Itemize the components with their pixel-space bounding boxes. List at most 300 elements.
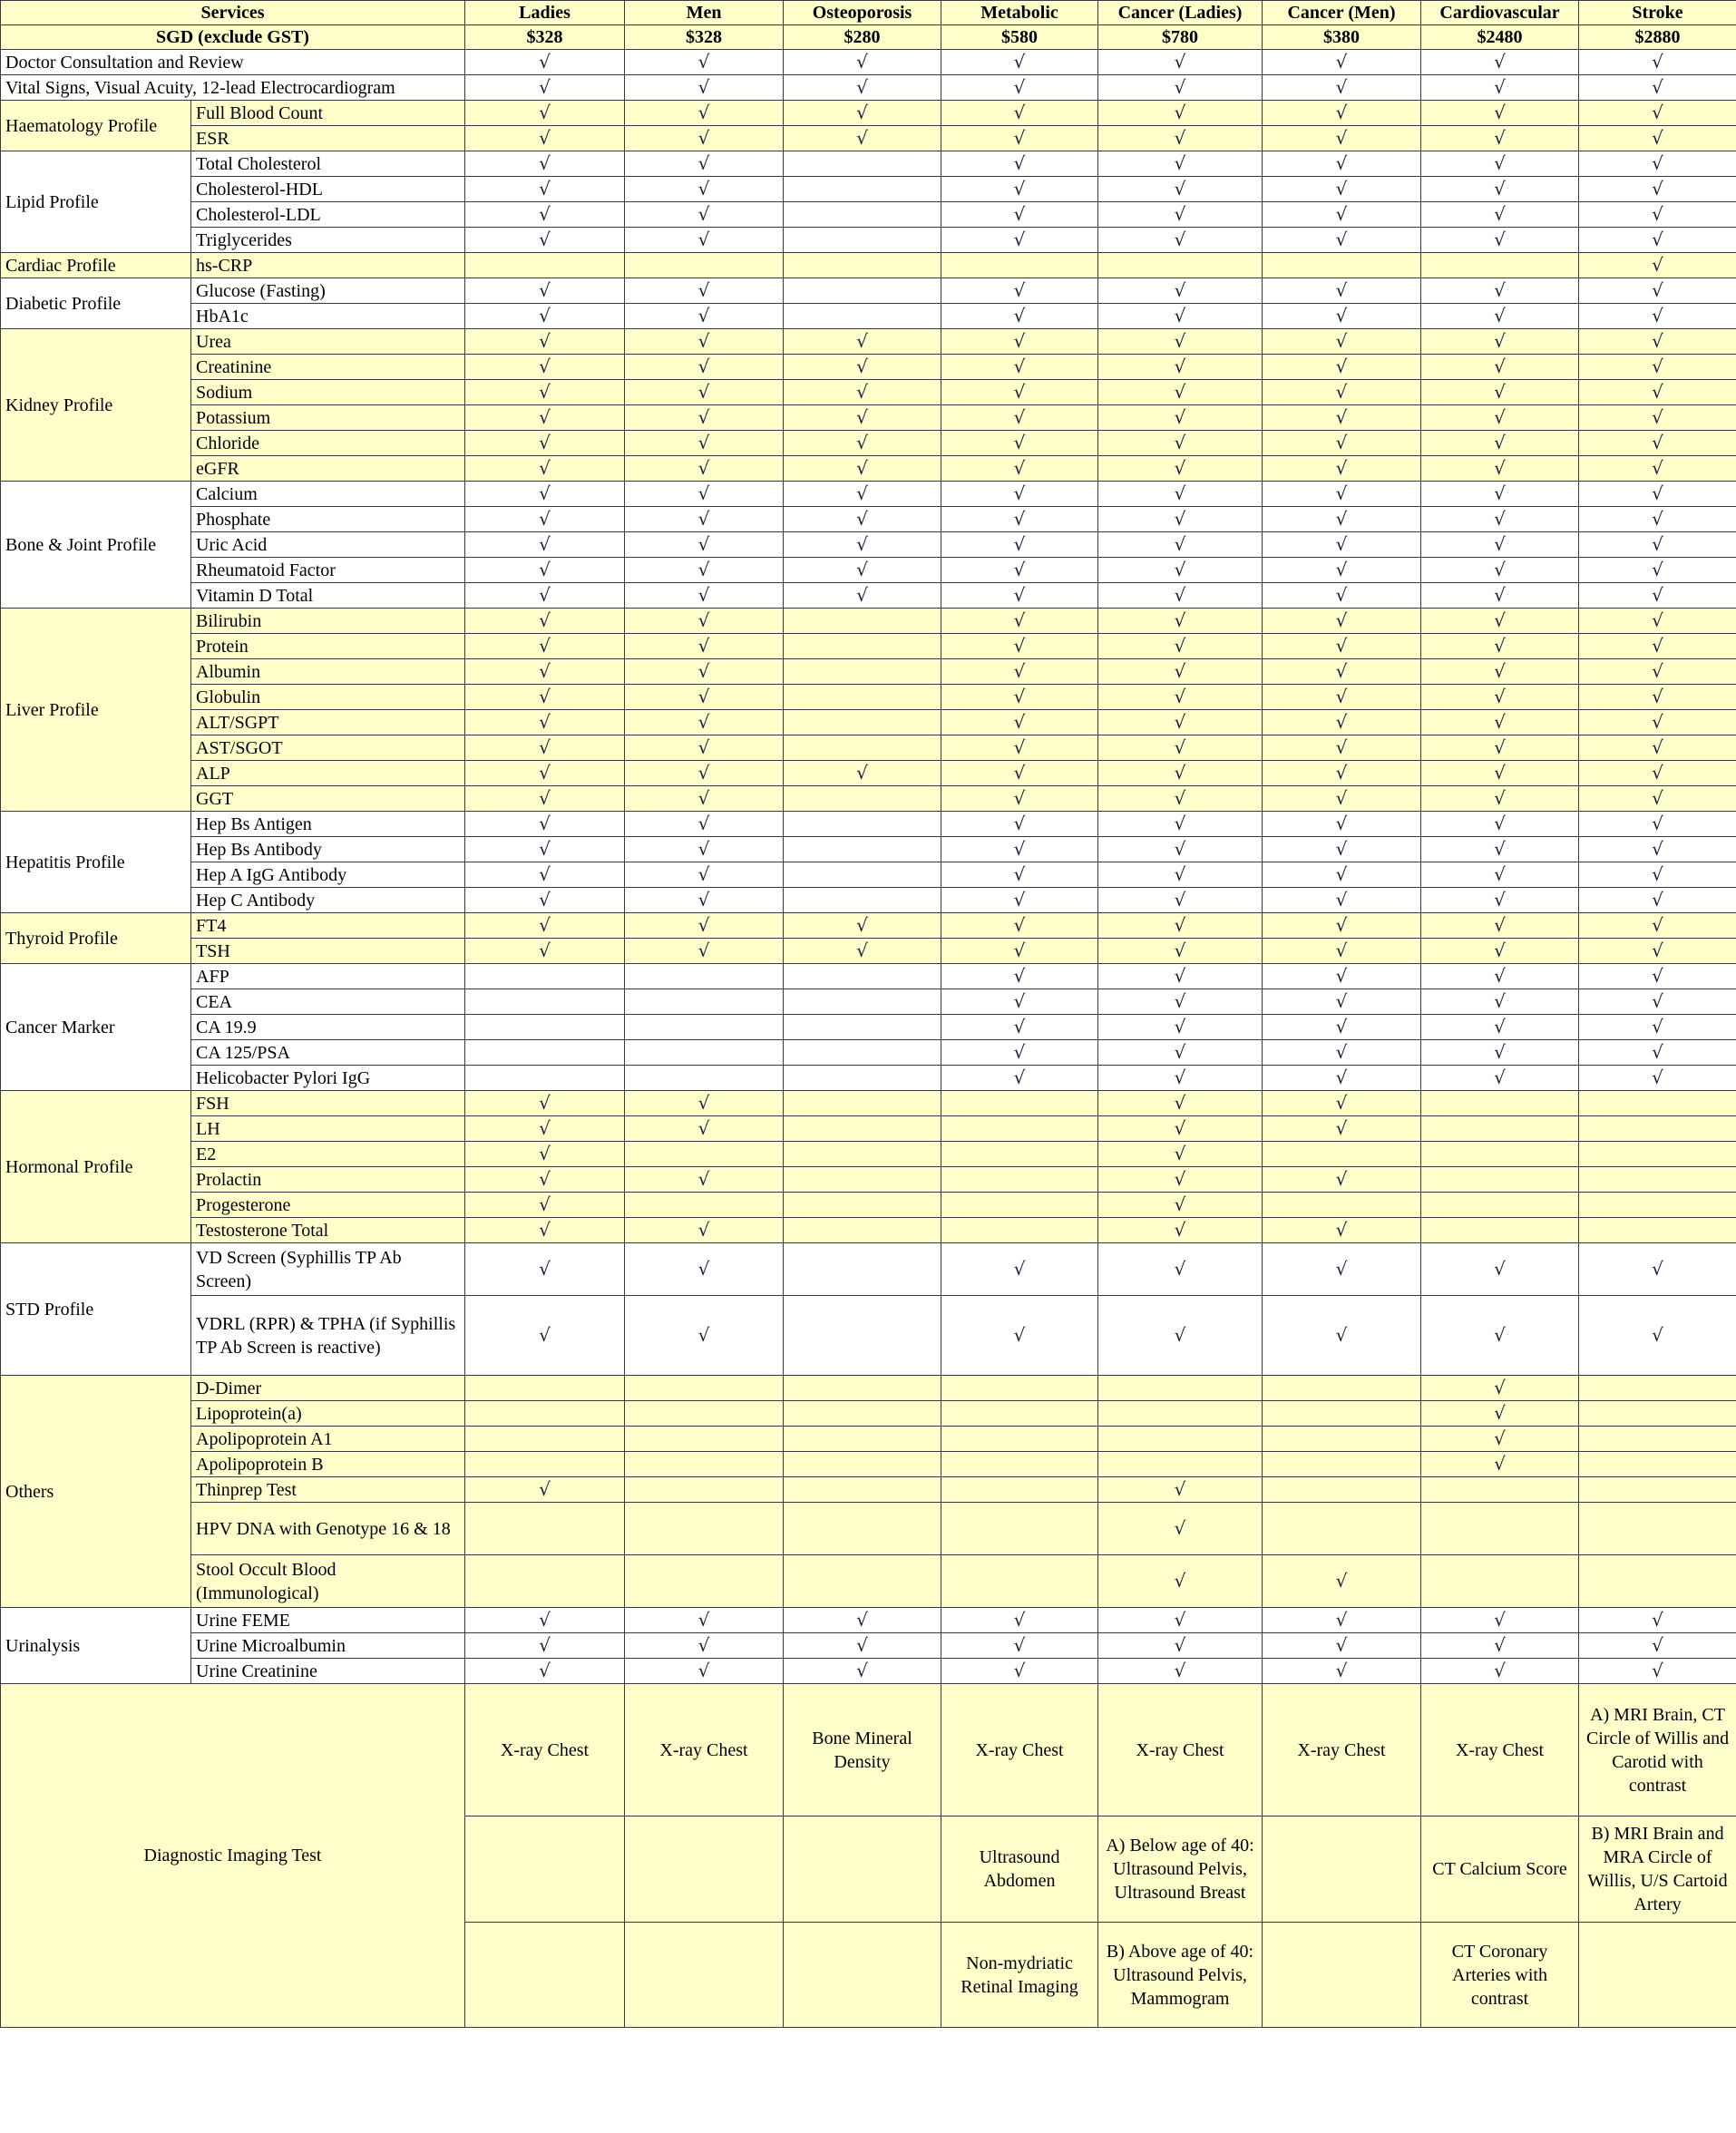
imaging-test-cell: X-ray Chest (465, 1684, 625, 1816)
table-row (1, 329, 1736, 355)
inclusion-cell (941, 735, 1098, 761)
inclusion-cell (941, 964, 1098, 989)
category-label: Cardiac Profile (1, 253, 191, 278)
inclusion-cell (784, 609, 941, 634)
checkmark-icon: √ (1494, 279, 1506, 301)
inclusion-cell (465, 1091, 625, 1116)
inclusion-cell (1579, 609, 1736, 634)
inclusion-cell (465, 735, 625, 761)
checkmark-icon: √ (1174, 482, 1186, 504)
checkmark-icon: √ (697, 432, 710, 453)
table-row (1, 939, 1736, 964)
test-item: Potassium (191, 405, 465, 431)
category-label: Hepatitis Profile (1, 812, 191, 913)
inclusion-cell (1421, 964, 1579, 989)
inclusion-cell (941, 507, 1098, 532)
inclusion-cell (1579, 1633, 1736, 1659)
test-item: hs-CRP (191, 253, 465, 278)
inclusion-cell (941, 50, 1098, 75)
inclusion-cell (941, 862, 1098, 888)
test-item: Glucose (Fasting) (191, 278, 465, 304)
checkmark-icon: √ (856, 533, 868, 555)
inclusion-cell (941, 837, 1098, 862)
inclusion-cell (1098, 1608, 1263, 1633)
inclusion-cell (1579, 1659, 1736, 1684)
inclusion-cell (784, 939, 941, 964)
checkmark-icon: √ (1013, 127, 1026, 149)
inclusion-cell (625, 1218, 784, 1243)
inclusion-cell (465, 1659, 625, 1684)
inclusion-cell (1421, 482, 1579, 507)
inclusion-cell (784, 50, 941, 75)
table-row (1, 1452, 1736, 1477)
inclusion-cell (1579, 1218, 1736, 1243)
test-item: Lipoprotein(a) (191, 1401, 465, 1427)
checkmark-icon: √ (1335, 940, 1348, 961)
checkmark-icon: √ (1335, 1219, 1348, 1241)
inclusion-cell (784, 228, 941, 253)
checkmark-icon: √ (1013, 736, 1026, 758)
inclusion-cell (784, 151, 941, 177)
checkmark-icon: √ (1013, 508, 1026, 530)
inclusion-cell (1098, 304, 1263, 329)
checkmark-icon: √ (1335, 457, 1348, 479)
checkmark-icon: √ (1652, 102, 1663, 123)
checkmark-icon: √ (1013, 787, 1026, 809)
checkmark-icon: √ (1013, 1634, 1026, 1656)
checkmark-icon: √ (1494, 152, 1506, 174)
inclusion-cell (465, 177, 625, 202)
inclusion-cell (1579, 1608, 1736, 1633)
inclusion-cell (784, 1296, 941, 1376)
inclusion-cell (1098, 609, 1263, 634)
inclusion-cell (465, 583, 625, 609)
checkmark-icon: √ (1335, 1016, 1348, 1037)
checkmark-icon: √ (1174, 508, 1186, 530)
inclusion-cell (1263, 151, 1421, 177)
checkmark-icon: √ (1174, 711, 1186, 733)
inclusion-cell (1263, 482, 1421, 507)
checkmark-icon: √ (1335, 635, 1348, 657)
inclusion-cell (1263, 1608, 1421, 1633)
test-item: Thinprep Test (191, 1477, 465, 1503)
inclusion-cell (784, 1116, 941, 1142)
checkmark-icon: √ (1652, 838, 1663, 860)
inclusion-cell (465, 1503, 625, 1555)
checkmark-icon: √ (1652, 229, 1663, 250)
checkmark-icon: √ (1335, 1041, 1348, 1063)
checkmark-icon: √ (697, 813, 710, 834)
inclusion-cell (1263, 659, 1421, 685)
inclusion-cell (1098, 710, 1263, 735)
checkmark-icon: √ (1335, 914, 1348, 936)
inclusion-cell (1263, 964, 1421, 989)
inclusion-cell (1421, 1015, 1579, 1040)
inclusion-cell (1421, 151, 1579, 177)
inclusion-cell (465, 1040, 625, 1066)
inclusion-cell (1098, 1555, 1263, 1608)
inclusion-cell (1579, 1427, 1736, 1452)
checkmark-icon: √ (697, 863, 710, 885)
checkmark-icon: √ (697, 279, 710, 301)
inclusion-cell (784, 1066, 941, 1091)
inclusion-cell (625, 456, 784, 482)
imaging-test-cell: X-ray Chest (1421, 1684, 1579, 1816)
inclusion-cell (784, 634, 941, 659)
inclusion-cell (465, 329, 625, 355)
checkmark-icon: √ (1013, 1258, 1026, 1280)
package-header-ladies: Ladies (465, 1, 625, 25)
diagnostic-imaging-label: Diagnostic Imaging Test (1, 1684, 465, 2028)
package-price-osteoporosis: $280 (784, 25, 941, 50)
inclusion-cell (1579, 1142, 1736, 1167)
inclusion-cell (1098, 101, 1263, 126)
checkmark-icon: √ (539, 838, 551, 860)
checkmark-icon: √ (1494, 229, 1506, 250)
checkmark-icon: √ (539, 1258, 551, 1280)
inclusion-cell (1421, 329, 1579, 355)
inclusion-cell (1263, 177, 1421, 202)
inclusion-cell (625, 1091, 784, 1116)
test-item: Phosphate (191, 507, 465, 532)
inclusion-cell (1098, 507, 1263, 532)
inclusion-cell (784, 304, 941, 329)
checkmark-icon: √ (539, 1324, 551, 1346)
table-row (1, 507, 1736, 532)
inclusion-cell (625, 1015, 784, 1040)
checkmark-icon: √ (1013, 203, 1026, 225)
inclusion-cell (941, 659, 1098, 685)
checkmark-icon: √ (1652, 1016, 1663, 1037)
checkmark-icon: √ (1494, 51, 1506, 73)
checkmark-icon: √ (1335, 533, 1348, 555)
inclusion-cell (1263, 1218, 1421, 1243)
inclusion-cell (1098, 1243, 1263, 1296)
checkmark-icon: √ (1652, 330, 1663, 352)
inclusion-cell (941, 1091, 1098, 1116)
checkmark-icon: √ (1494, 76, 1506, 98)
checkmark-icon: √ (697, 1168, 710, 1190)
checkmark-icon: √ (697, 1258, 710, 1280)
inclusion-cell (1263, 1452, 1421, 1477)
inclusion-cell (465, 228, 625, 253)
inclusion-cell (1098, 1066, 1263, 1091)
inclusion-cell (1263, 939, 1421, 964)
inclusion-cell (1421, 685, 1579, 710)
checkmark-icon: √ (539, 1117, 551, 1139)
checkmark-icon: √ (539, 914, 551, 936)
inclusion-cell (941, 329, 1098, 355)
inclusion-cell (625, 355, 784, 380)
checkmark-icon: √ (1494, 1427, 1506, 1449)
table-row (1, 583, 1736, 609)
inclusion-cell (941, 1659, 1098, 1684)
inclusion-cell (1579, 177, 1736, 202)
inclusion-cell (1421, 1040, 1579, 1066)
inclusion-cell (1098, 558, 1263, 583)
test-item: Cholesterol-LDL (191, 202, 465, 228)
checkmark-icon: √ (539, 609, 551, 631)
inclusion-cell (465, 812, 625, 837)
inclusion-cell (1421, 989, 1579, 1015)
checkmark-icon: √ (1652, 914, 1663, 936)
checkmark-icon: √ (539, 584, 551, 606)
inclusion-cell (784, 1015, 941, 1040)
checkmark-icon: √ (1013, 1066, 1026, 1088)
checkmark-icon: √ (697, 736, 710, 758)
checkmark-icon: √ (697, 482, 710, 504)
inclusion-cell (1579, 482, 1736, 507)
inclusion-cell (625, 989, 784, 1015)
inclusion-cell (1421, 1376, 1579, 1401)
inclusion-cell (465, 786, 625, 812)
checkmark-icon: √ (1652, 635, 1663, 657)
inclusion-cell (1263, 558, 1421, 583)
inclusion-cell (1579, 329, 1736, 355)
inclusion-cell (465, 609, 625, 634)
checkmark-icon: √ (1494, 863, 1506, 885)
inclusion-cell (1421, 786, 1579, 812)
checkmark-icon: √ (1652, 482, 1663, 504)
checkmark-icon: √ (539, 1143, 551, 1164)
inclusion-cell (465, 913, 625, 939)
inclusion-cell (784, 1555, 941, 1608)
inclusion-cell (1263, 812, 1421, 837)
inclusion-cell (1263, 1633, 1421, 1659)
checkmark-icon: √ (1013, 686, 1026, 707)
table-row (1, 75, 1736, 101)
inclusion-cell (1098, 329, 1263, 355)
test-item: Helicobacter Pylori IgG (191, 1066, 465, 1091)
checkmark-icon: √ (1013, 482, 1026, 504)
inclusion-cell (1579, 75, 1736, 101)
checkmark-icon: √ (1174, 609, 1186, 631)
checkmark-icon: √ (1013, 559, 1026, 580)
inclusion-cell (941, 1015, 1098, 1040)
table-row (1, 964, 1736, 989)
inclusion-cell (1579, 405, 1736, 431)
inclusion-cell (1098, 888, 1263, 913)
checkmark-icon: √ (856, 432, 868, 453)
inclusion-cell (1098, 1116, 1263, 1142)
inclusion-cell (1098, 1193, 1263, 1218)
inclusion-cell (625, 659, 784, 685)
inclusion-cell (1098, 786, 1263, 812)
inclusion-cell (941, 1427, 1098, 1452)
inclusion-cell (784, 1193, 941, 1218)
inclusion-cell (1579, 431, 1736, 456)
checkmark-icon: √ (1652, 406, 1663, 428)
checkmark-icon: √ (1013, 711, 1026, 733)
table-row (1, 812, 1736, 837)
inclusion-cell (1579, 50, 1736, 75)
inclusion-cell (1098, 913, 1263, 939)
inclusion-cell (1579, 1116, 1736, 1142)
inclusion-cell (465, 405, 625, 431)
inclusion-cell (625, 431, 784, 456)
imaging-test-cell (625, 1816, 784, 1923)
checkmark-icon: √ (1013, 305, 1026, 326)
inclusion-cell (625, 888, 784, 913)
inclusion-cell (784, 862, 941, 888)
checkmark-icon: √ (1174, 635, 1186, 657)
inclusion-cell (1421, 456, 1579, 482)
table-row (1, 228, 1736, 253)
inclusion-cell (1098, 583, 1263, 609)
inclusion-cell (941, 228, 1098, 253)
checkmark-icon: √ (539, 102, 551, 123)
inclusion-cell (625, 583, 784, 609)
test-item: Prolactin (191, 1167, 465, 1193)
inclusion-cell (1421, 1167, 1579, 1193)
checkmark-icon: √ (1652, 1066, 1663, 1088)
inclusion-cell (1098, 405, 1263, 431)
inclusion-cell (1263, 456, 1421, 482)
inclusion-cell (465, 964, 625, 989)
inclusion-cell (1098, 202, 1263, 228)
test-item: Protein (191, 634, 465, 659)
table-row (1, 304, 1736, 329)
inclusion-cell (1421, 1659, 1579, 1684)
checkmark-icon: √ (1335, 76, 1348, 98)
inclusion-cell (625, 50, 784, 75)
inclusion-cell (1263, 1066, 1421, 1091)
inclusion-cell (1263, 786, 1421, 812)
inclusion-cell (1421, 431, 1579, 456)
inclusion-cell (1263, 583, 1421, 609)
inclusion-cell (625, 761, 784, 786)
inclusion-cell (1579, 659, 1736, 685)
inclusion-cell (465, 1633, 625, 1659)
table-row (1, 862, 1736, 888)
checkmark-icon: √ (1652, 584, 1663, 606)
table-row (1, 380, 1736, 405)
inclusion-cell (1098, 761, 1263, 786)
checkmark-icon: √ (1494, 1041, 1506, 1063)
inclusion-cell (1263, 837, 1421, 862)
inclusion-cell (941, 761, 1098, 786)
category-label: Urinalysis (1, 1608, 191, 1684)
inclusion-cell (1263, 609, 1421, 634)
checkmark-icon: √ (1335, 1258, 1348, 1280)
checkmark-icon: √ (697, 635, 710, 657)
checkmark-icon: √ (1013, 152, 1026, 174)
inclusion-cell (941, 1477, 1098, 1503)
inclusion-cell (465, 888, 625, 913)
test-item: Rheumatoid Factor (191, 558, 465, 583)
inclusion-cell (784, 583, 941, 609)
inclusion-cell (1263, 304, 1421, 329)
inclusion-cell (784, 786, 941, 812)
checkmark-icon: √ (539, 127, 551, 149)
checkmark-icon: √ (539, 330, 551, 352)
category-label: Diabetic Profile (1, 278, 191, 329)
checkmark-icon: √ (1652, 178, 1663, 200)
inclusion-cell (941, 685, 1098, 710)
checkmark-icon: √ (1174, 406, 1186, 428)
inclusion-cell (1263, 1477, 1421, 1503)
checkmark-icon: √ (539, 889, 551, 911)
inclusion-cell (465, 202, 625, 228)
inclusion-cell (784, 507, 941, 532)
checkmark-icon: √ (1652, 457, 1663, 479)
inclusion-cell (1098, 659, 1263, 685)
imaging-row (1, 1684, 1736, 1816)
table-row (1, 482, 1736, 507)
checkmark-icon: √ (1494, 1324, 1506, 1346)
inclusion-cell (784, 837, 941, 862)
inclusion-cell (784, 1142, 941, 1167)
checkmark-icon: √ (1013, 1324, 1026, 1346)
inclusion-cell (1579, 228, 1736, 253)
inclusion-cell (625, 609, 784, 634)
checkmark-icon: √ (697, 711, 710, 733)
inclusion-cell (465, 837, 625, 862)
inclusion-cell (784, 1477, 941, 1503)
inclusion-cell (625, 151, 784, 177)
checkmark-icon: √ (697, 356, 710, 377)
test-item: Calcium (191, 482, 465, 507)
inclusion-cell (1421, 888, 1579, 913)
test-item: Urine Microalbumin (191, 1633, 465, 1659)
inclusion-cell (625, 278, 784, 304)
inclusion-cell (465, 507, 625, 532)
inclusion-cell (1098, 1633, 1263, 1659)
table-row (1, 1633, 1736, 1659)
checkmark-icon: √ (1013, 533, 1026, 555)
checkmark-icon: √ (856, 51, 868, 73)
inclusion-cell (1263, 405, 1421, 431)
inclusion-cell (1263, 862, 1421, 888)
inclusion-cell (625, 1633, 784, 1659)
checkmark-icon: √ (539, 1478, 551, 1500)
checkmark-icon: √ (1174, 432, 1186, 453)
inclusion-cell (1421, 862, 1579, 888)
test-item: VD Screen (Syphillis TP Ab Screen) (191, 1243, 465, 1296)
checkmark-icon: √ (1335, 178, 1348, 200)
inclusion-cell (1263, 735, 1421, 761)
test-item: Vitamin D Total (191, 583, 465, 609)
checkmark-icon: √ (697, 127, 710, 149)
test-item: eGFR (191, 456, 465, 482)
inclusion-cell (625, 558, 784, 583)
inclusion-cell (1263, 253, 1421, 278)
category-label: Others (1, 1376, 191, 1608)
package-header-cancer-ladies: Cancer (Ladies) (1098, 1, 1263, 25)
inclusion-cell (784, 202, 941, 228)
inclusion-cell (1579, 1401, 1736, 1427)
inclusion-cell (465, 532, 625, 558)
inclusion-cell (1579, 1376, 1736, 1401)
checkmark-icon: √ (1174, 279, 1186, 301)
inclusion-cell (784, 710, 941, 735)
inclusion-cell (1579, 862, 1736, 888)
inclusion-cell (1579, 735, 1736, 761)
inclusion-cell (1263, 1015, 1421, 1040)
inclusion-cell (941, 431, 1098, 456)
checkmark-icon: √ (1494, 1402, 1506, 1424)
table-row (1, 177, 1736, 202)
checkmark-icon: √ (1335, 1168, 1348, 1190)
table-row (1, 761, 1736, 786)
checkmark-icon: √ (1013, 1609, 1026, 1631)
inclusion-cell (1098, 380, 1263, 405)
test-item: Sodium (191, 380, 465, 405)
imaging-test-cell: CT Calcium Score (1421, 1816, 1579, 1923)
checkmark-icon: √ (539, 736, 551, 758)
checkmark-icon: √ (1174, 1324, 1186, 1346)
checkmark-icon: √ (539, 1168, 551, 1190)
